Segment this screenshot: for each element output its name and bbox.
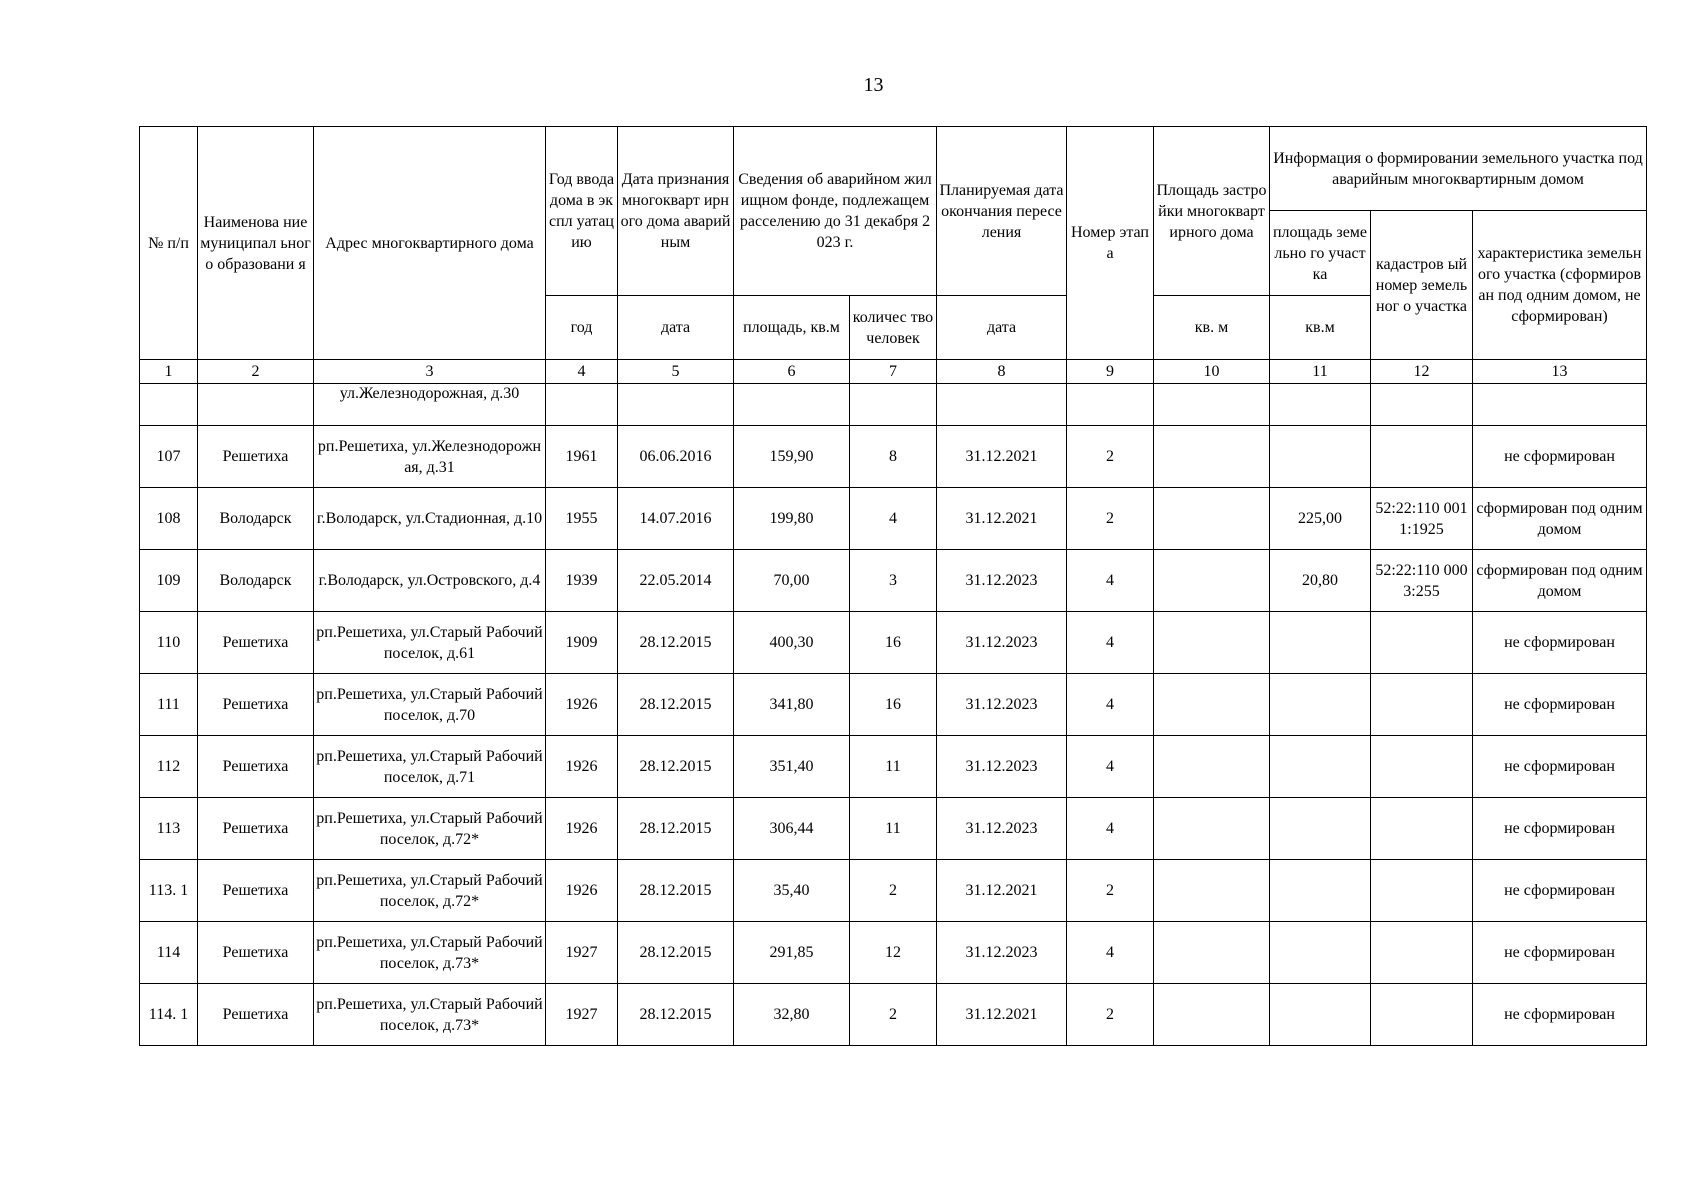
land-area [1270,736,1371,798]
column-number: 4 [546,360,618,384]
resettlement-table [139,126,1647,1046]
land-status: не сформирован [1473,736,1647,798]
unit-year: год [546,296,618,360]
header-municipality: Наименова ние муниципал ьного образовани я [198,127,314,360]
people-count: 4 [850,488,937,550]
stage-number: 2 [1067,426,1154,488]
table-row [140,984,1647,1046]
cadastral-number: 52:22:110 0011:1925 [1371,488,1473,550]
people-count: 11 [850,736,937,798]
building-area [1154,798,1270,860]
planned-end-date: 31.12.2023 [937,674,1067,736]
column-number: 10 [1154,360,1270,384]
land-status: не сформирован [1473,860,1647,922]
empty-cell [734,384,850,426]
planned-end-date: 31.12.2021 [937,984,1067,1046]
header-building-area: Площадь застройки многокварт ирного дома [1154,127,1270,296]
land-status: не сформирован [1473,922,1647,984]
header-recognition-date: Дата признания многокварт ирного дома аварийным [618,127,734,296]
commission-year: 1955 [546,488,618,550]
municipality: Решетиха [198,860,314,922]
building-area [1154,860,1270,922]
row-number: 113 [140,798,198,860]
address: рп.Решетиха, ул.Старый Рабочий поселок, д.72* [314,798,546,860]
header-stage: Номер этапа [1067,127,1154,360]
building-area [1154,922,1270,984]
people-count: 16 [850,612,937,674]
empty-cell [198,384,314,426]
table-row [140,922,1647,984]
row-number: 111 [140,674,198,736]
land-area [1270,860,1371,922]
emergency-area: 291,85 [734,922,850,984]
row-number: 114 [140,922,198,984]
emergency-area: 199,80 [734,488,850,550]
land-area [1270,426,1371,488]
commission-year: 1926 [546,798,618,860]
land-status: сформирован под одним домом [1473,550,1647,612]
land-area [1270,922,1371,984]
recognition-date: 06.06.2016 [618,426,734,488]
stage-number: 4 [1067,798,1154,860]
emergency-area: 159,90 [734,426,850,488]
cadastral-number [1371,612,1473,674]
stage-number: 4 [1067,922,1154,984]
land-status: не сформирован [1473,984,1647,1046]
header-address: Адрес многоквартирного дома [314,127,546,360]
row-number: 114. 1 [140,984,198,1046]
row-number: 110 [140,612,198,674]
address: рп.Решетиха, ул.Старый Рабочий поселок, д.73* [314,922,546,984]
address: рп.Решетиха, ул.Старый Рабочий поселок, д.72* [314,860,546,922]
land-area [1270,984,1371,1046]
cadastral-number [1371,984,1473,1046]
recognition-date: 22.05.2014 [618,550,734,612]
empty-cell [140,384,198,426]
header-cadastral-number: кадастров ый номер земельног о участка [1371,211,1473,360]
cadastral-number [1371,674,1473,736]
commission-year: 1939 [546,550,618,612]
recognition-date: 28.12.2015 [618,984,734,1046]
header-number: № п/п [140,127,198,360]
table-row [140,674,1647,736]
row-number: 108 [140,488,198,550]
commission-year: 1927 [546,922,618,984]
unit-area: площадь, кв.м [734,296,850,360]
land-area: 225,00 [1270,488,1371,550]
land-status: не сформирован [1473,612,1647,674]
column-number: 2 [198,360,314,384]
people-count: 8 [850,426,937,488]
commission-year: 1961 [546,426,618,488]
header-land-area: площадь земельно го участка [1270,211,1371,296]
cadastral-number [1371,426,1473,488]
commission-year: 1926 [546,674,618,736]
people-count: 16 [850,674,937,736]
column-number: 5 [618,360,734,384]
emergency-area: 341,80 [734,674,850,736]
recognition-date: 28.12.2015 [618,798,734,860]
commission-year: 1926 [546,736,618,798]
unit-building-area: кв. м [1154,296,1270,360]
planned-end-date: 31.12.2023 [937,736,1067,798]
column-number: 13 [1473,360,1647,384]
empty-cell [937,384,1067,426]
cadastral-number [1371,922,1473,984]
continuation-row [140,384,1647,426]
municipality: Решетиха [198,426,314,488]
planned-end-date: 31.12.2021 [937,488,1067,550]
municipality: Решетиха [198,674,314,736]
land-area: 20,80 [1270,550,1371,612]
building-area [1154,612,1270,674]
column-number: 7 [850,360,937,384]
people-count: 2 [850,860,937,922]
empty-cell [546,384,618,426]
land-area [1270,674,1371,736]
row-number: 109 [140,550,198,612]
unit-end-date: дата [937,296,1067,360]
building-area [1154,550,1270,612]
people-count: 12 [850,922,937,984]
cadastral-number [1371,860,1473,922]
municipality: Решетиха [198,922,314,984]
unit-people: количес тво человек [850,296,937,360]
column-number: 8 [937,360,1067,384]
emergency-area: 35,40 [734,860,850,922]
land-area [1270,798,1371,860]
table-row [140,426,1647,488]
recognition-date: 28.12.2015 [618,736,734,798]
header-land-characteristic: характеристика земельного участка (сформирован под одним домом, не сформирован) [1473,211,1647,360]
header-planned-end-date: Планируемая дата окончания переселения [937,127,1067,296]
land-status: сформирован под одним домом [1473,488,1647,550]
header-row-top [140,127,1647,211]
building-area [1154,674,1270,736]
stage-number: 2 [1067,488,1154,550]
planned-end-date: 31.12.2023 [937,612,1067,674]
building-area [1154,736,1270,798]
building-area [1154,426,1270,488]
stage-number: 4 [1067,550,1154,612]
column-numbers-row [140,360,1647,384]
table-row [140,488,1647,550]
planned-end-date: 31.12.2023 [937,798,1067,860]
table-row [140,612,1647,674]
empty-cell [1270,384,1371,426]
municipality: Решетиха [198,984,314,1046]
commission-year: 1927 [546,984,618,1046]
column-number: 11 [1270,360,1371,384]
row-number: 113. 1 [140,860,198,922]
address: г.Володарск, ул.Островского, д.4 [314,550,546,612]
address: рп.Решетиха, ул.Старый Рабочий поселок, д.70 [314,674,546,736]
municipality: Решетиха [198,736,314,798]
recognition-date: 28.12.2015 [618,612,734,674]
emergency-area: 306,44 [734,798,850,860]
column-number: 12 [1371,360,1473,384]
empty-cell [1371,384,1473,426]
land-status: не сформирован [1473,426,1647,488]
header-year: Год ввода дома в экспл уатац ию [546,127,618,296]
commission-year: 1909 [546,612,618,674]
emergency-area: 70,00 [734,550,850,612]
cadastral-number [1371,798,1473,860]
planned-end-date: 31.12.2023 [937,922,1067,984]
municipality: Володарск [198,550,314,612]
emergency-area: 351,40 [734,736,850,798]
people-count: 3 [850,550,937,612]
header-land-info: Информация о формировании земельного участка под аварийным многоквартирным домом [1270,127,1647,211]
land-status: не сформирован [1473,674,1647,736]
header-emergency-fund: Сведения об аварийном жилищном фонде, подлежащем расселению до 31 декабря 2023 г. [734,127,937,296]
empty-cell [1154,384,1270,426]
municipality: Володарск [198,488,314,550]
row-number: 107 [140,426,198,488]
page-number: 13 [863,74,884,96]
empty-cell [850,384,937,426]
address: рп.Решетиха, ул.Старый Рабочий поселок, д.61 [314,612,546,674]
building-area [1154,488,1270,550]
cadastral-number: 52:22:110 0003:255 [1371,550,1473,612]
address: рп.Решетиха, ул.Старый Рабочий поселок, д.71 [314,736,546,798]
column-number: 9 [1067,360,1154,384]
table-row [140,736,1647,798]
recognition-date: 28.12.2015 [618,674,734,736]
land-status: не сформирован [1473,798,1647,860]
stage-number: 2 [1067,860,1154,922]
cadastral-number [1371,736,1473,798]
address: рп.Решетиха, ул.Старый Рабочий поселок, д.73* [314,984,546,1046]
building-area [1154,984,1270,1046]
municipality: Решетиха [198,798,314,860]
table-row [140,550,1647,612]
column-number: 6 [734,360,850,384]
empty-cell [618,384,734,426]
stage-number: 2 [1067,984,1154,1046]
land-area [1270,612,1371,674]
table-row [140,860,1647,922]
table-row [140,798,1647,860]
municipality: Решетиха [198,612,314,674]
recognition-date: 28.12.2015 [618,860,734,922]
row-number: 112 [140,736,198,798]
emergency-area: 32,80 [734,984,850,1046]
stage-number: 4 [1067,674,1154,736]
recognition-date: 28.12.2015 [618,922,734,984]
planned-end-date: 31.12.2021 [937,860,1067,922]
planned-end-date: 31.12.2021 [937,426,1067,488]
column-number: 3 [314,360,546,384]
continuation-address: ул.Железнодорожная, д.30 [314,384,546,426]
people-count: 2 [850,984,937,1046]
column-number: 1 [140,360,198,384]
unit-date: дата [618,296,734,360]
emergency-area: 400,30 [734,612,850,674]
address: г.Володарск, ул.Стадионная, д.10 [314,488,546,550]
empty-cell [1067,384,1154,426]
stage-number: 4 [1067,612,1154,674]
planned-end-date: 31.12.2023 [937,550,1067,612]
commission-year: 1926 [546,860,618,922]
address: рп.Решетиха, ул.Железнодорожная, д.31 [314,426,546,488]
unit-land-area: кв.м [1270,296,1371,360]
recognition-date: 14.07.2016 [618,488,734,550]
empty-cell [1473,384,1647,426]
people-count: 11 [850,798,937,860]
stage-number: 4 [1067,736,1154,798]
